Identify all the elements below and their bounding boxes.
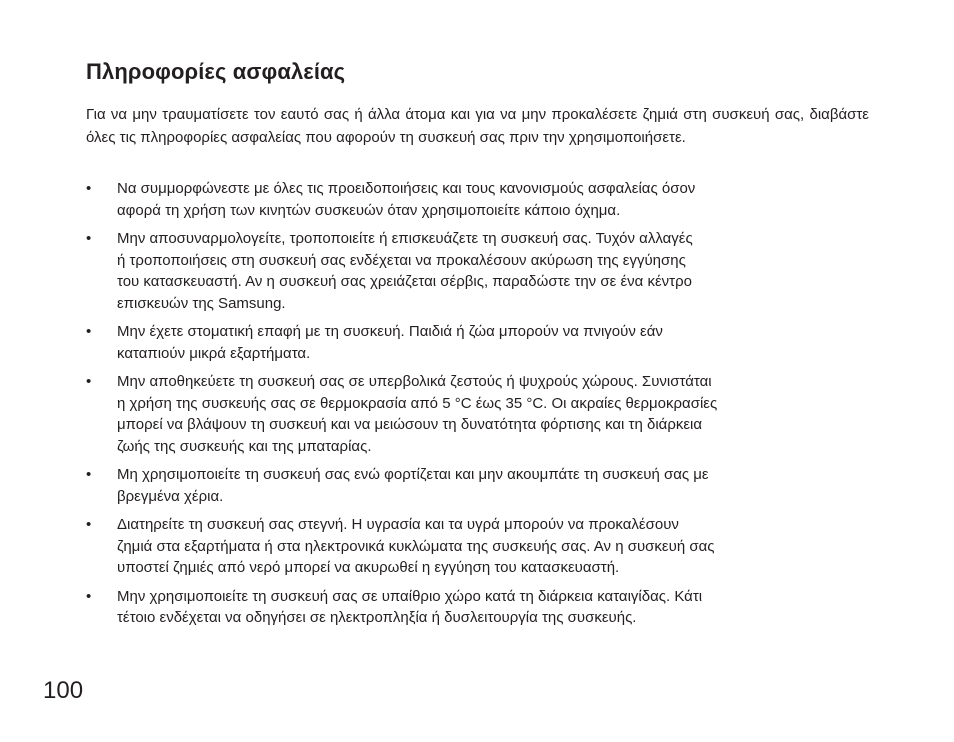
safety-bullet-list — [86, 178, 869, 636]
page-number: 100 — [43, 677, 84, 704]
page-title: Πληροφορίες ασφαλείας — [86, 59, 346, 84]
bullet-icon: • — [86, 516, 92, 533]
list-item — [86, 321, 869, 364]
list-item-text: Μη χρησιμοποιείτε τη συσκευή σας ενώ φορτίζεται και μην ακουμπάτε τη συσκευή σας με βρεγμένα χέρια. — [117, 466, 709, 505]
bullet-icon: • — [86, 230, 92, 247]
bullet-icon: • — [86, 466, 92, 483]
list-item — [86, 228, 869, 314]
list-item-text: Μην αποσυναρμολογείτε, τροποποιείτε ή επισκευάζετε τη συσκευή σας. Τυχόν αλλαγές ή τροποποιήσεις στη συσκευή σας ενδέχεται να προκαλέσουν ακύρωση της εγγύησης του κατασκευαστή. Αν η συσκευή σας χρειάζεται σέρβις, παραδώστε την σε ένα κέντρο επισκευών της Samsung. — [117, 230, 693, 312]
list-item-text: Μην χρησιμοποιείτε τη συσκευή σας σε υπαίθριο χώρο κατά τη διάρκεια καταιγίδας. Κάτι τέτοιο ενδέχεται να οδηγήσει σε ηλεκτροπληξία ή δυσλειτουργία της συσκευής. — [117, 587, 703, 626]
bullet-icon: • — [86, 323, 92, 340]
list-item-text: Να συμμορφώνεστε με όλες τις προειδοποιήσεις και τους κανονισμούς ασφαλείας όσον αφορά τη χρήση των κινητών συσκευών όταν χρησιμοποιείτε κάποιο όχημα. — [117, 180, 696, 219]
bullet-icon: • — [86, 587, 92, 605]
list-item-text: Διατηρείτε τη συσκευή σας στεγνή. Η υγρασία και τα υγρά μπορούν να προκαλέσουν ζημιά στα εξαρτήματα ή στα ηλεκτρονικά κυκλώματα της συσκευής σας. Αν η συσκευή σας υποστεί ζημιές από νερό μπορεί να ακυρωθεί η εγγύηση του κατασκευαστή. — [117, 516, 715, 576]
bullet-icon: • — [86, 373, 92, 390]
list-item — [86, 371, 869, 457]
list-item — [86, 178, 869, 221]
list-item — [86, 464, 869, 507]
intro-paragraph: Για να μην τραυματίσετε τον εαυτό σας ή άλλα άτομα και για να μην προκαλέσετε ζημιά στη συσκευή σας, διαβάστε όλες τις πληροφορίες ασφαλείας που αφορούν τη συσκευή σας πριν την χρησιμοποιήσετε. — [86, 106, 869, 146]
bullet-icon: • — [86, 180, 92, 197]
list-item-text: Μην αποθηκεύετε τη συσκευή σας σε υπερβολικά ζεστούς ή ψυχρούς χώρους. Συνιστάται η χρήση της συσκευής σας σε θερμοκρασία από 5 °C έως 35 °C. Οι ακραίες θερμοκρασίες μπορεί να βλάψουν τη συσκευή και να μειώσουν τη δυνατότητα φόρτισης και τη διάρκεια ζωής της συσκευής και της μπαταρίας. — [117, 373, 718, 455]
list-item — [86, 586, 869, 629]
list-item — [86, 514, 869, 579]
list-item-text: Μην έχετε στοματική επαφή με τη συσκευή. Παιδιά ή ζώα μπορούν να πνιγούν εάν καταπιούν μικρά εξαρτήματα. — [117, 323, 663, 362]
